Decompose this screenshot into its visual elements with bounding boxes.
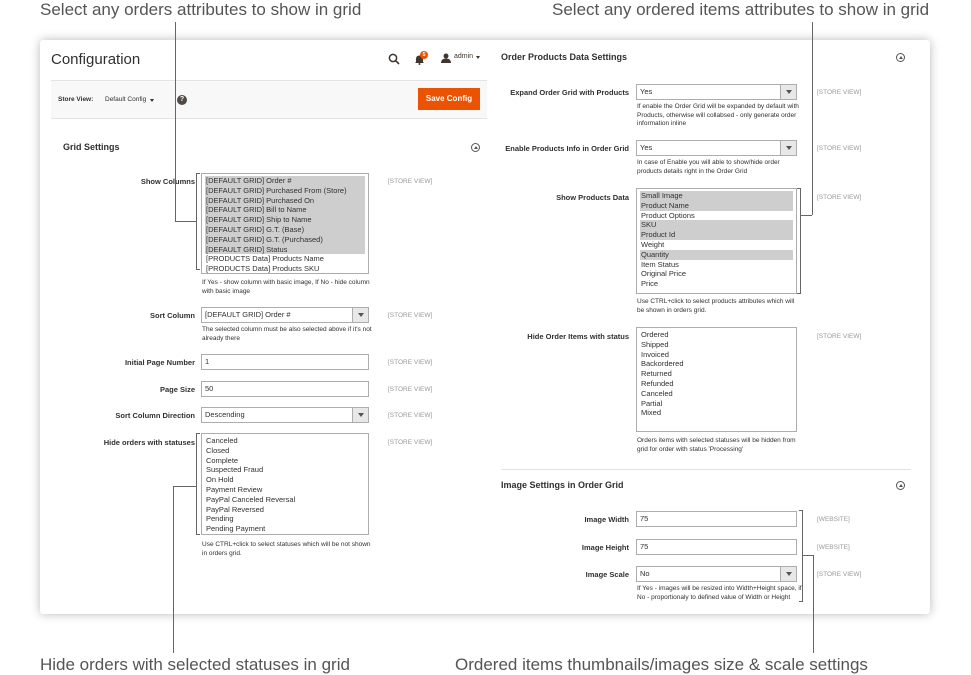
list-option[interactable]: Backordered — [641, 359, 684, 369]
image-width-label: Image Width — [584, 515, 629, 524]
list-option[interactable]: Small Image — [640, 191, 793, 201]
chevron-down-icon — [780, 141, 796, 155]
sort-column-note: The selected column must be also selected above if it's not already there — [202, 326, 372, 342]
sort-column-label: Sort Column — [150, 311, 195, 320]
image-width-input[interactable]: 75 — [636, 511, 797, 527]
show-columns-multiselect[interactable] — [201, 173, 369, 274]
expand-grid-label: Expand Order Grid with Products — [510, 88, 629, 97]
list-option[interactable]: Product Options — [641, 210, 695, 220]
chevron-down-icon — [352, 408, 368, 422]
collapse-icon[interactable] — [471, 143, 480, 152]
list-option[interactable]: Invoiced — [641, 349, 669, 359]
hide-items-note: Orders items with selected statuses will be hidden from grid for order with status 'Processing' — [637, 437, 796, 453]
callout-connector — [173, 486, 196, 487]
callout-bracket — [799, 510, 803, 602]
callout-connector — [173, 486, 174, 653]
page-size-label: Page Size — [159, 385, 195, 394]
section-divider — [501, 469, 911, 470]
list-option[interactable]: [DEFAULT GRID] Purchased On — [205, 196, 365, 206]
list-option[interactable]: Partial — [641, 398, 663, 408]
list-option[interactable]: [PRODUCTS Data] Products Name — [206, 254, 324, 264]
list-option[interactable]: Closed — [206, 445, 230, 455]
hide-items-multiselect[interactable] — [636, 327, 797, 432]
callout-connector — [175, 221, 196, 222]
image-scale-value: No — [640, 569, 650, 578]
store-view-label: Store View: — [58, 96, 94, 103]
callout-connector — [812, 22, 813, 215]
callout-connector — [803, 555, 813, 556]
hide-statuses-multiselect[interactable] — [201, 433, 369, 535]
show-products-data-multiselect[interactable] — [636, 188, 797, 294]
list-option[interactable]: Original Price — [641, 269, 687, 279]
scope-label: [STORE VIEW] — [388, 412, 433, 419]
page-size-input[interactable]: 50 — [201, 381, 369, 397]
chevron-down-icon — [352, 308, 368, 322]
list-option[interactable]: Item Status — [641, 259, 679, 269]
list-option[interactable]: [DEFAULT GRID] Purchased From (Store) — [205, 186, 365, 196]
callout-connector — [175, 22, 176, 221]
scope-label: [STORE VIEW] — [388, 359, 433, 366]
image-scale-label: Image Scale — [585, 570, 629, 579]
scope-label: [WEBSITE] — [817, 516, 850, 523]
hide-statuses-label: Hide orders with statuses — [103, 438, 195, 447]
image-scale-note: If Yes - images will be resized into Width+Height space, if No - proportionaly to defined value of Width or Height — [637, 585, 802, 601]
list-option[interactable]: Returned — [641, 369, 672, 379]
sort-direction-value: Descending — [205, 410, 245, 419]
enable-info-label: Enable Products Info in Order Grid — [505, 144, 629, 153]
chevron-down-icon — [476, 56, 480, 59]
image-scale-select[interactable] — [636, 566, 797, 582]
list-option[interactable]: PayPal Canceled Reversal — [206, 494, 296, 504]
save-config-button[interactable]: Save Config — [418, 88, 480, 110]
list-option[interactable]: Ordered — [641, 330, 669, 339]
list-option[interactable]: Shipped — [641, 339, 669, 349]
show-columns-label: Show Columns — [140, 177, 195, 186]
list-option[interactable]: Pending Payment — [206, 524, 266, 534]
list-option[interactable]: Complete — [206, 455, 239, 465]
list-option[interactable]: Mixed — [641, 408, 662, 418]
list-option[interactable]: SKU — [640, 220, 793, 230]
collapse-icon[interactable] — [896, 481, 905, 490]
expand-grid-value: Yes — [640, 87, 653, 96]
user-icon — [441, 53, 451, 63]
initial-page-label: Initial Page Number — [124, 358, 195, 367]
callout-bracket — [196, 433, 200, 535]
enable-info-value: Yes — [640, 143, 653, 152]
expand-grid-select[interactable] — [636, 84, 797, 100]
expand-grid-note: If enable the Order Grid will be expanded by default with Products, otherwise will collabsed - only generate order information inline — [637, 103, 799, 127]
list-option[interactable]: Canceled — [206, 436, 238, 445]
scope-label: [STORE VIEW] — [388, 439, 433, 446]
list-option[interactable]: Suspected Fraud — [206, 465, 264, 475]
scope-label: [STORE VIEW] — [388, 312, 433, 319]
list-option[interactable]: Pending — [206, 514, 234, 524]
enable-info-note: In case of Enable you will able to show/hide order products details right in the Order Grid — [637, 159, 780, 175]
list-option[interactable]: [DEFAULT GRID] G.T. (Purchased) — [205, 235, 365, 245]
sort-direction-label: Sort Column Direction — [115, 411, 195, 420]
callout-orders-attributes: Select any orders attributes to show in grid — [40, 0, 362, 19]
list-option[interactable]: Payment Review — [206, 484, 263, 494]
callout-connector — [813, 555, 814, 653]
chevron-down-icon — [150, 99, 154, 102]
list-option[interactable]: On Hold — [206, 475, 234, 485]
list-option[interactable]: Price — [641, 279, 659, 289]
show-products-data-label: Show Products Data — [556, 193, 629, 202]
grid-settings-title: Grid Settings — [63, 142, 120, 152]
scope-label: [STORE VIEW] — [817, 194, 862, 201]
sort-column-select[interactable] — [201, 307, 369, 323]
list-option[interactable]: [DEFAULT GRID] Ship to Name — [205, 215, 365, 225]
image-settings-title: Image Settings in Order Grid — [501, 480, 624, 490]
order-products-title: Order Products Data Settings — [501, 52, 628, 62]
scope-label: [WEBSITE] — [817, 544, 850, 551]
callout-bracket — [797, 188, 801, 294]
scope-label: [STORE VIEW] — [817, 89, 862, 96]
list-option[interactable]: Product Name — [640, 201, 793, 211]
callout-hide-statuses: Hide orders with selected statuses in grid — [40, 655, 350, 674]
list-option[interactable]: [DEFAULT GRID] Status — [205, 245, 365, 255]
user-name: admin — [454, 53, 474, 60]
scope-label: [STORE VIEW] — [817, 145, 862, 152]
sort-column-value: [DEFAULT GRID] Order # — [205, 310, 291, 319]
chevron-down-icon — [780, 85, 796, 99]
list-option[interactable]: Product Id — [640, 230, 793, 240]
list-option[interactable]: PayPal Reversed — [206, 504, 264, 514]
list-option[interactable]: [DEFAULT GRID] Bill to Name — [205, 205, 365, 215]
page-title: Configuration — [51, 51, 141, 68]
hide-statuses-note: Use CTRL+click to select statuses which will be not shown in orders grid. — [202, 541, 371, 557]
list-option[interactable]: Refunded — [641, 378, 674, 388]
store-view-switcher[interactable]: Default Config — [105, 96, 147, 103]
image-height-input[interactable]: 75 — [636, 539, 797, 555]
scope-label: [STORE VIEW] — [817, 571, 862, 578]
help-icon[interactable]: ? — [177, 95, 187, 105]
list-option[interactable]: Weight — [641, 239, 665, 249]
list-option[interactable]: Canceled — [641, 388, 673, 398]
enable-info-select[interactable] — [636, 140, 797, 156]
callout-items-attributes: Select any ordered items attributes to show in grid — [552, 0, 930, 19]
initial-page-input[interactable]: 1 — [201, 354, 369, 370]
callout-bracket — [196, 173, 200, 270]
scope-label: [STORE VIEW] — [817, 333, 862, 340]
show-columns-note: If Yes - show column with basic image, If No - hide column with basic image — [202, 279, 370, 295]
store-view-toolbar — [51, 80, 487, 119]
image-height-label: Image Height — [581, 543, 629, 552]
list-option[interactable]: Quantity — [640, 250, 793, 260]
list-option[interactable]: [DEFAULT GRID] G.T. (Base) — [205, 225, 365, 235]
show-products-data-note: Use CTRL+click to select products attributes which will be shown in orders grid. — [637, 298, 795, 314]
collapse-icon[interactable] — [896, 53, 905, 62]
notifications-bell-icon[interactable] — [414, 52, 430, 66]
list-option[interactable]: [PRODUCTS Data] Products SKU — [206, 264, 320, 274]
list-option[interactable]: [DEFAULT GRID] Order # — [205, 176, 365, 186]
hide-items-label: Hide Order Items with status — [527, 332, 629, 341]
sort-direction-select[interactable] — [201, 407, 369, 423]
notifications-count-badge: 5 — [420, 51, 428, 59]
search-icon[interactable] — [388, 52, 400, 64]
scope-label: [STORE VIEW] — [388, 178, 433, 185]
callout-image-settings: Ordered items thumbnails/images size & scale settings — [455, 655, 868, 674]
chevron-down-icon — [780, 567, 796, 581]
scope-label: [STORE VIEW] — [388, 386, 433, 393]
callout-connector — [801, 215, 812, 216]
